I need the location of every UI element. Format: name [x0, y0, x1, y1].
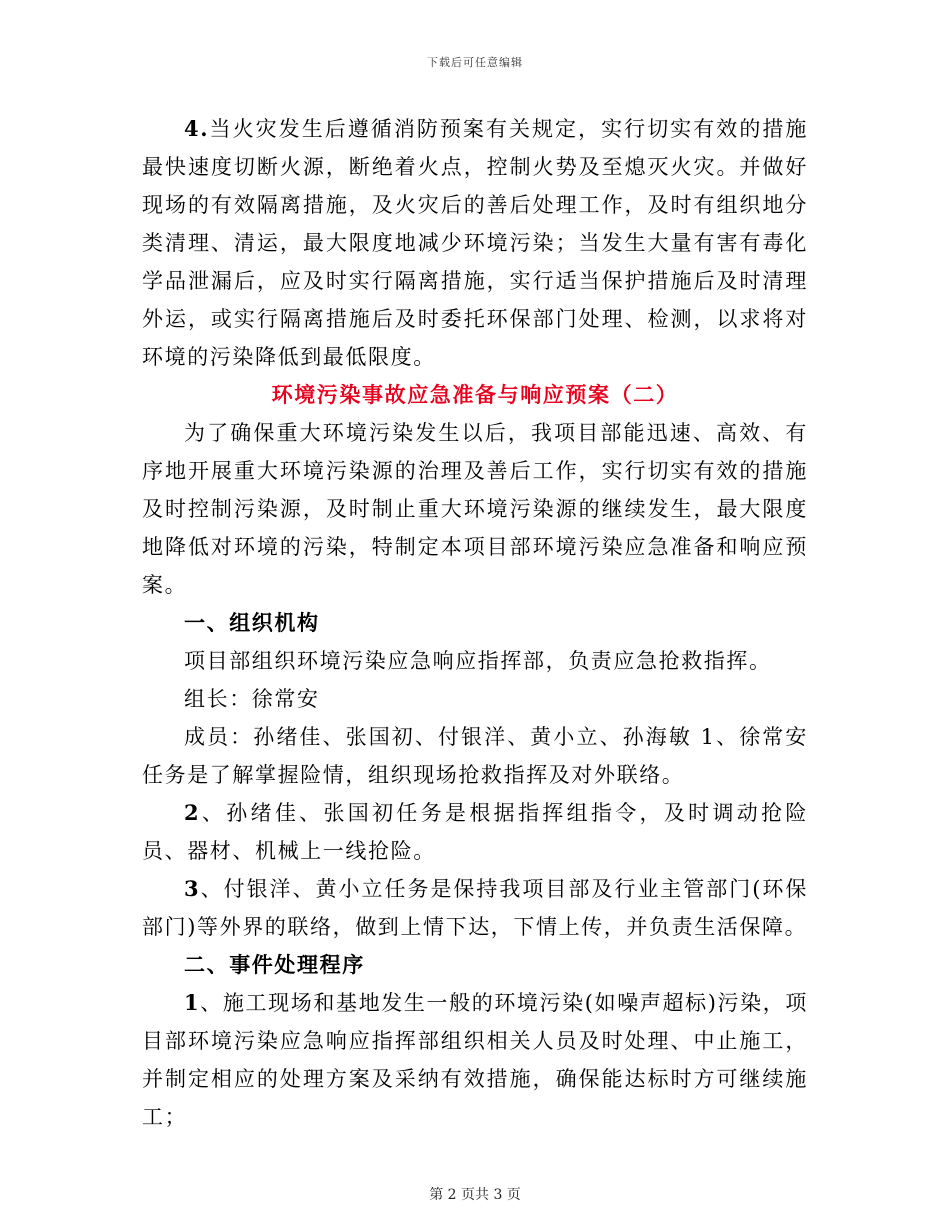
paragraph-command-center: 项目部组织环境污染应急响应指挥部，负责应急抢救指挥。 [184, 649, 772, 673]
section-heading-organization: 一、组织机构 [184, 610, 320, 635]
paragraph-members: 成员：孙绪佳、张国初、付银洋、黄小立、孙海敏 1、徐常安任务是了解掌握险情，组织现场抢救指挥及对外联络。 [142, 725, 808, 787]
paragraph-group-leader: 组长：徐常安 [184, 687, 320, 711]
section-heading-procedure: 二、事件处理程序 [184, 952, 365, 977]
paragraph-number: 4. [184, 116, 210, 141]
paragraph-task-3 [142, 870, 808, 946]
item-text: 、施工现场和基地发生一般的环境污染(如噪声超标)污染，项目部环境污染应急响应指挥部组织相关人员及时处理、中止施工，并制定相应的处理方案及采纳有效措施，确保能达标时方可继续施工； [142, 991, 808, 1129]
page-header: 下载后可任意编辑 [427, 56, 523, 69]
paragraph-task-2 [142, 794, 808, 870]
item-text: 、付银洋、黄小立任务是保持我项目部及行业主管部门(环保部门)等外界的联络，做到上情下达，下情上传，并负责生活保障。 [142, 877, 808, 939]
paragraph-procedure-1 [142, 984, 808, 1136]
page-footer: 第 2 页共 3 页 [429, 1187, 521, 1203]
paragraph-fire-response [142, 110, 808, 376]
paragraph-intro: 为了确保重大环境污染发生以后，我项目部能迅速、高效、有序地开展重大环境污染源的治理及善后工作，实行切实有效的措施及时控制污染源，及时制止重大环境污染源的继续发生，最大限度地降低对环境的污染，特制定本项目部环境污染应急准备和响应预案。 [142, 421, 808, 597]
paragraph-text: 当火灾发生后遵循消防预案有关规定，实行切实有效的措施最快速度切断火源，断绝着火点，控制火势及至熄灭火灾。并做好现场的有效隔离措施，及火灾后的善后处理工作，及时有组织地分类清理、清运，最大限度地减少环境污染；当发生大量有害有毒化学品泄漏后，应及时实行隔离措施，实行适当保护措施后及时清理外运，或实行隔离措施后及时委托环保部门处理、检测，以求将对环境的污染降低到最低限度。 [142, 117, 808, 369]
item-text: 、孙绪佳、张国初任务是根据指挥组指令，及时调动抢险员、器材、机械上一线抢险。 [142, 801, 808, 863]
item-number: 1 [184, 990, 201, 1015]
item-number: 3 [184, 876, 201, 901]
document-body [142, 110, 808, 1136]
item-number: 2 [184, 800, 201, 825]
document-title: 环境污染事故应急准备与响应预案（二） [271, 382, 679, 407]
